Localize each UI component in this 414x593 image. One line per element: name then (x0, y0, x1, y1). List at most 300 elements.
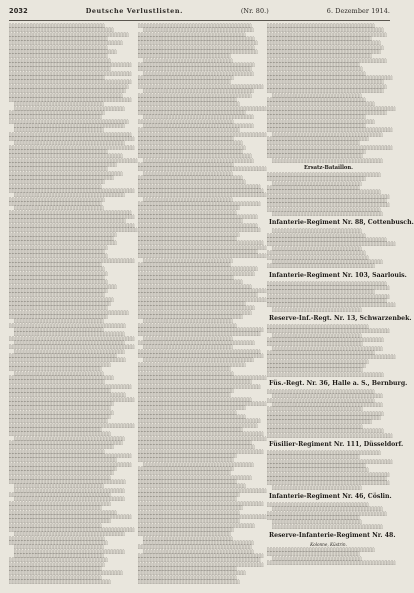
illegible-text-line: ░░░░░░░░░░░░░░░░░░░░░░░░░░░░░░ (14, 127, 104, 133)
illegible-text-line: ░░░░░░░░░░░░░░░░░░░░░░░░░░░░░░░░░░░░░ (272, 523, 383, 529)
illegible-text-line: ░░░░░░░░░░░░░░░░░░░░░░░░░░░░░░ (272, 484, 362, 490)
illegible-text-line: ░░░░░░░░░░░░░░░░░░░░░░░░░░░░░░░░░░░░░░░░░░░ (138, 296, 267, 302)
illegible-text-line: ░░░░░░░░░░░░░░░░░░░░░░░░░░░░░░░░░░░░░░░░░░░ (138, 513, 267, 519)
illegible-text-line: ░░░░░░░░░░░░░░░░░░░░░░░░░░░░░░ (272, 555, 362, 561)
illegible-text-line: ░░░░░░░░░░░░░░░░░░░░░░░░░░░░░░ (143, 170, 233, 176)
illegible-text-line: ░░░░░░░░░░░░░░░░░░░░░░░░░░░░░░░░░░░░░ (14, 435, 125, 441)
illegible-text-line: ░░░░░░░░░░░░░░░░░░░░░░░░░░░░░░░░░░░ (9, 374, 114, 380)
illegible-text-line: ░░░░░░░░░░░░░░░░░░░░░░░░░░░░░░ (14, 318, 104, 324)
illegible-text-line: ░░░░░░░░░░░░░░░░░░░░░░░░░░░░░░░░░░░░ (9, 457, 117, 463)
illegible-text-line: ░░░░░░░░░░░░░░░░░░░░░░░░░░░░░░░░░░░░░░░░ (267, 31, 387, 37)
illegible-text-line: ░░░░░░░░░░░░░░░░░░░░░░░░░░░░░░░░░ (9, 287, 108, 293)
illegible-text-line: ░░░░░░░░░░░░░░░░░░░░░░░░░░░░░░░░░░░░░░░░░ (138, 331, 261, 337)
illegible-text-line: ░░░░░░░░░░░░░░░░░░░░░░░░░░░░░░░ (267, 185, 360, 191)
illegible-text-line: ░░░░░░░░░░░░░░░░░░░░░░░░░░░░░░░░░░░ (138, 279, 243, 285)
illegible-text-line: ░░░░░░░░░░░░░░░░░░░░░░░░░░░░░░░░░░░ (9, 175, 114, 181)
illegible-text-line: ░░░░░░░░░░░░░░░░░░░░░░░░░░░░░░░░░░░░░░░░░░ (138, 327, 264, 333)
illegible-text-line: ░░░░░░░░░░░░░░░░░░░░░░░░░░░░░░░░░░░░░░░ (138, 340, 255, 346)
illegible-text-line: ░░░░░░░░░░░░░░░░░░░░░░░░░░░░░░░░░░░░░░░░░ (267, 480, 390, 486)
illegible-text-line: ░░░░░░░░░░░░░░░░░░░░░░░░░░░░░░░░░░░░░░░░░ (267, 202, 390, 208)
illegible-text-line: ░░░░░░░░░░░░░░░░░░░░░░░░░░░░░░░░░░░░░░░ (267, 428, 384, 434)
illegible-text-line: ░░░░░░░░░░░░░░░░░░░░░░░░░░░░░░░░░░░░░░░░░░ (138, 431, 264, 437)
illegible-text-line: ░░░░░░░░░░░░░░░░░░░░░░░░░░░░░░░░░ (267, 122, 366, 128)
illegible-text-line: ░░░░░░░░░░░░░░░░░░░░░░░░░░░░░░░░░░░░░░░░░░ (9, 214, 135, 220)
illegible-text-line: ░░░░░░░░░░░░░░░░░░░░░░░░░░░░░░░░ (138, 370, 234, 376)
illegible-text-line: ░░░░░░░░░░░░░░░░░░░░░░░░░░░░░░░░░░░░░░░░░░░ (138, 192, 267, 198)
illegible-text-line: ░░░░░░░░░░░░░░░░░░░░░░░░░░░░░░░░ (267, 406, 363, 412)
illegible-text-line: ░░░░░░░░░░░░░░░░░░░░░░░░░░░░░░░░░░░░░░░░░░ (9, 526, 135, 532)
illegible-text-line: ░░░░░░░░░░░░░░░░░░░░░░░░░░░░░░░░░░░░░░░░░░ (267, 432, 393, 438)
illegible-text-line: ░░░░░░░░░░░░░░░░░░░░░░░░░░░░░░░░░░░░░░░░ (9, 83, 129, 89)
illegible-text-line: ░░░░░░░░░░░░░░░░░░░░░░░░░░░░░░░░░░ (138, 127, 240, 133)
illegible-text-line: ░░░░░░░░░░░░░░░░░░░░░░░░░░░░░░░░░░░░░░░░░░░ (138, 244, 267, 250)
illegible-text-line: ░░░░░░░░░░░░░░░░░░░░░░░░░░░░░░░ (267, 62, 360, 68)
illegible-text-line: ░░░░░░░░░░░░░░░░░░░░░░░░░░░░░░░░░░░░░░░ (267, 88, 384, 94)
illegible-text-line: ░░░░░░░░░░░░░░░░░░░░░░░░░░░░░░░░░░ (138, 579, 240, 584)
illegible-text-line: ░░░░░░░░░░░░░░░░░░░░░░░░░░░░░░░░░░░░░░░░░░ (138, 240, 264, 246)
illegible-text-line: ░░░░░░░░░░░░░░░░░░░░░░░░░░░░░░░░ (138, 466, 234, 472)
illegible-text-line: ░░░░░░░░░░░░░░░░░░░░░░░░░░░░░░░░ (9, 561, 105, 567)
illegible-text-line: ░░░░░░░░░░░░░░░░░░░░░░░░░░░░░░░░░░░░ (267, 289, 375, 295)
illegible-text-line: ░░░░░░░░░░░░░░░░░░░░░░░░░░░░░░ (143, 257, 233, 263)
regiment-heading: Infanterie-Regiment Nr. 88, Cottenbusch. (269, 219, 414, 227)
column-2 (138, 23, 267, 589)
illegible-text-line: ░░░░░░░░░░░░░░░░░░░░░░░░░░░░░░░░░░░ (138, 505, 243, 511)
illegible-text-line: ░░░░░░░░░░░░░░░░░░░░░░░░░░░░░░░░░░░░░░░░░ (267, 328, 390, 334)
illegible-text-line: ░░░░░░░░░░░░░░░░░░░░░░░░░░░░░░░░░░░░░░░░ (267, 475, 387, 481)
illegible-text-line: ░░░░░░░░░░░░░░░░░░░░░░░░░░░░░░░░░░░ (138, 426, 243, 432)
illegible-text-line: ░░░░░░░░░░░░░░░░░░░░░░░░░░░░░░░░░░░░░░░░░░ (138, 552, 264, 558)
illegible-text-line: ░░░░░░░░░░░░░░░░░░░░░░░░░░░░░░░░░ (267, 250, 366, 256)
regiment-heading: Reserve-Infanterie-Regiment Nr. 48. (269, 532, 396, 539)
illegible-text-line: ░░░░░░░░░░░░░░░░░░░░░░░░░░░░░░░░░░░░░░░░░ (138, 183, 261, 189)
illegible-text-line: ░░░░░░░░░░░░░░░░░░░░░░░░░░░░░░░░░░░░░░ (138, 474, 252, 480)
illegible-text-line: ░░░░░░░░░░░░░░░░░░░░░░░░░░░░░░░░░░░░ (9, 231, 117, 237)
illegible-text-line: ░░░░░░░░░░░░░░░░░░░░░░░░░░░░░░░░░░░ (138, 218, 243, 224)
illegible-text-line: ░░░░░░░░░░░░░░░░░░░░░░░░░░░░░░░░░░ (9, 518, 111, 524)
regiment-heading: Reserve-Inf.-Regt. Nr. 13, Schwarzenbek. (269, 314, 412, 322)
illegible-text-line: ░░░░░░░░░░░░░░░░░░░░░░░░░░░░░░░░░░░░░ (14, 487, 125, 493)
illegible-text-line: ░░░░░░░░░░░░░░░░░░░░░░░░░░░░░░░░░░░░░ (14, 340, 125, 346)
illegible-text-line: ░░░░░░░░░░░░░░░░░░░░░░░░░░░░░░░░░ (9, 314, 108, 320)
illegible-text-line: ░░░░░░░░░░░░░░░░░░░░░░░░░░░░░░░░░ (138, 565, 237, 571)
illegible-text-line: ░░░░░░░░░░░░░░░░░░░░░░░░░░░░░░░░░░░░░ (272, 393, 383, 399)
illegible-text-line: ░░░░░░░░░░░░░░░░░░░░░░░░░░░░░░░░░ (138, 496, 237, 502)
illegible-text-line: ░░░░░░░░░░░░░░░░░░░░░░░░░░░░░░░░░░░░░░░░░░░ (9, 157, 138, 163)
illegible-text-line: ░░░░░░░░░░░░░░░░░░░░░░░░░░░░░░░░░ (9, 279, 108, 285)
illegible-text-line: ░░░░░░░░░░░░░░░░░░░░░░░░░░░░░░░ (138, 470, 231, 476)
illegible-text-line: ░░░░░░░░░░░░░░░░░░░░░░░░░░░░░░░░░░░░ (267, 263, 375, 269)
illegible-text-line: ░░░░░░░░░░░░░░░░░░░░░░░░░░░░░░░░ (9, 75, 105, 81)
illegible-text-line: ░░░░░░░░░░░░░░░░░░░░░░░░░░░░░░░ (138, 53, 231, 59)
illegible-text-line: ░░░░░░░░░░░░░░░░░░░░░░░░░░░░░░░░░ (138, 574, 237, 580)
illegible-text-line: ░░░░░░░░░░░░░░░░░░░░░░░░░░░░░░░░░░░░░░ (267, 49, 381, 55)
illegible-text-line: ░░░░░░░░░░░░░░░░░░░░░░░░░░░░░░░ (267, 551, 360, 557)
illegible-text-line: ░░░░░░░░░░░░░░░░░░░░░░░░░░░░░░░░░░░░░░░░░ (138, 348, 261, 354)
illegible-text-line: ░░░░░░░░░░░░░░░░░░░░░░░░░░░░░░░░░░░░░░░░ (138, 292, 258, 298)
illegible-text-line: ░░░░░░░░░░░░░░░░░░░░░░░░░░░░░░░░░░░░ (9, 162, 117, 167)
illegible-text-line: ░░░░░░░░░░░░░░░░░░░░░░░░░░░░░░░░░░░░ (267, 397, 375, 403)
illegible-text-line: ░░░░░░░░░░░░░░░░░░░░░░░░░░░░░░░ (267, 514, 360, 520)
illegible-text-line: ░░░░░░░░░░░░░░░░░░░░░░░░░░░░░░░░░░░░░░░ (9, 479, 126, 485)
illegible-text-line: ░░░░░░░░░░░░░░░░░░░░░░░░░░░░░░░░░░░░░░░░░ (9, 62, 132, 68)
illegible-text-line: ░░░░░░░░░░░░░░░░░░░░░░░░░░░░░░░░░░░░░ (143, 88, 254, 94)
illegible-text-line: ░░░░░░░░░░░░░░░░░░░░░░░░░░░░░░░░░░░░░░ (267, 206, 381, 212)
illegible-text-line: ░░░░░░░░░░░░░░░░░░░░░░░░░░░░░░░░░░░ (138, 175, 243, 181)
illegible-text-line: ░░░░░░░░░░░░░░░░░░░░░░░░░░░░░░░░░░ (9, 413, 111, 419)
illegible-text-line: ░░░░░░░░░░░░░░░░░░░░░░░░░░░░░░░░░░░░░░ (267, 415, 381, 421)
illegible-text-line: ░░░░░░░░░░░░░░░░░░░░░░░░░░░░░░░░░░░░░░ (9, 153, 123, 159)
illegible-text-line: ░░░░░░░░░░░░░░░░░░░░░░░░░░░░░░░░░░░░░░░░░ (9, 131, 132, 137)
illegible-text-line: ░░░░░░░░░░░░░░░░░░░░░░░░░░░░░░░░░░░░░░ (138, 379, 252, 385)
illegible-text-line: ░░░░░░░░░░░░░░░░░░░░░░░░░░░░░░░░░░░░░ (272, 131, 383, 137)
illegible-text-line: ░░░░░░░░░░░░░░░░░░░░░░░░░░░░░░░░ (267, 153, 363, 159)
illegible-text-line: ░░░░░░░░░░░░░░░░░░░░░░░░░░░░░░░░░ (9, 148, 108, 154)
illegible-text-line: ░░░░░░░░░░░░░░░░░░░░░░░░░░░░░░░░░░░░░░░ (9, 88, 126, 94)
illegible-text-line: ░░░░░░░░░░░░░░░░░░░░░░░░░░░░░░░░░░░░░░ (138, 309, 252, 315)
illegible-text-line: ░░░░░░░░░░░░░░░░░░░░░░░░░░░░░░░░░░░░░ (14, 105, 125, 111)
illegible-text-line: ░░░░░░░░░░░░░░░░░░░░░░░░░░░░░░░░░░░░░░░░░░░ (138, 435, 267, 441)
illegible-text-line: ░░░░░░░░░░░░░░░░░░░░░░░░░░░░░░░░░░░░░░░ (138, 270, 255, 276)
illegible-text-line: ░░░░░░░░░░░░░░░░░░░░░░░░░░░░░░░ (9, 426, 102, 432)
illegible-text-line: ░░░░░░░░░░░░░░░░░░░░░░░░░░░░░░░░░░░░░░░░ (138, 422, 258, 428)
illegible-text-line: ░░░░░░░░░░░░░░░░░░░░░░░░░░░░░░ (143, 335, 233, 341)
illegible-text-line: ░░░░░░░░░░░░░░░░░░░░░░░░░░░░░░░░░ (9, 44, 108, 50)
illegible-text-line: ░░░░░░░░░░░░░░░░░░░░░░░░░░░░░░░░░ (9, 36, 108, 42)
illegible-text-line: ░░░░░░░░░░░░░░░░░░░░░░░░░░░░░░░ (138, 392, 231, 398)
illegible-text-line: ░░░░░░░░░░░░░░░░░░░░░░░░░░░░░░░░░░░░░░░░░ (267, 284, 390, 290)
illegible-text-line: ░░░░░░░░░░░░░░░░░░░░░░░░░░░░░░░░░░░░░░░░░░ (9, 422, 135, 428)
illegible-text-line: ░░░░░░░░░░░░░░░░░░░░░░░░░░░░░░░░░░░ (9, 27, 114, 33)
illegible-text-line: ░░░░░░░░░░░░░░░░░░░░░░░░░░░░░░░░░░░░ (138, 31, 246, 37)
illegible-text-line: ░░░░░░░░░░░░░░░░░░░░░░░░░░░░░░░░░░░░ (138, 570, 246, 576)
illegible-text-line: ░░░░░░░░░░░░░░░░░░░░░░░░░░░░░░░░░░░░░ (14, 122, 125, 128)
illegible-text-line: ░░░░░░░░░░░░░░░░░░░░░░░░░░░░░░░░░░░░ (9, 283, 117, 289)
illegible-text-line: ░░░░░░░░░░░░░░░░░░░░░░░░░░░░░░░░ (9, 448, 105, 454)
illegible-text-line: ░░░░░░░░░░░░░░░░░░░░░░░░░░░░░░░░░░░░░░ (138, 92, 252, 98)
illegible-text-line: ░░░░░░░░░░░░░░░░░░░░░░░░░░░░░░░░░░░░░░ (267, 449, 381, 455)
illegible-text-line: ░░░░░░░░░░░░░░░░░░░░░░░░░░░░░░░░░░░░░░░ (267, 410, 384, 416)
illegible-text-line: ░░░░░░░░░░░░░░░░░░░░░░░░░░░░░░░░░░░░ (267, 547, 375, 552)
illegible-text-line: ░░░░░░░░░░░░░░░░░░░░░░░░░░░░░░░░░░░░░░░░░░░ (267, 302, 396, 308)
illegible-text-line: ░░░░░░░░░░░░░░░░░░░░░░░░░░░░░░░░░ (9, 557, 108, 563)
illegible-text-line: ░░░░░░░░░░░░░░░░░░░░░░░░░░░░░░░░░░░░ (138, 361, 246, 367)
illegible-text-line: ░░░░░░░░░░░░░░░░░░░░░░░░░░░░░░░░░ (138, 409, 237, 415)
illegible-text-line: ░░░░░░░░░░░░░░░░░░░░░░░░░░░░░░░░ (9, 292, 105, 298)
illegible-text-line: ░░░░░░░░░░░░░░░░░░░░░░░░░░░░░░ (14, 205, 104, 211)
illegible-text-line: ░░░░░░░░░░░░░░░░░░░░░░░░░░░░░░ (14, 101, 104, 107)
illegible-text-line: ░░░░░░░░░░░░░░░░░░░░░░░░░░░░░░░░░░░░░░░░░░ (138, 561, 264, 567)
illegible-text-line: ░░░░░░░░░░░░░░░░░░░░░░░░░░░░░░░░░░░░░░░ (138, 522, 255, 528)
illegible-text-line: ░░░░░░░░░░░░░░░░░░░░░░░░░░░░░░░░░░░ (9, 444, 114, 450)
illegible-text-line: ░░░░░░░░░░░░░░░░░░░░░░░░░░░░░░░░░░░░░░░░░ (138, 227, 261, 233)
publication-title: Deutsche Verlustlisten. (85, 7, 183, 15)
illegible-text-line: ░░░░░░░░░░░░░░░░░░░░░░░░░░░░░░░░░░░░ (138, 483, 246, 489)
illegible-text-line: ░░░░░░░░░░░░░░░░░░░░░░░░░░░░░░░░░░ (9, 500, 111, 506)
illegible-text-line: ░░░░░░░░░░░░░░░░░░░░░░░░░░░░░░░░░░░░ (267, 101, 375, 107)
illegible-text-line: ░░░░░░░░░░░░░░░░░░░░░░░░░░░░░░░░░ (267, 176, 366, 182)
illegible-text-line: ░░░░░░░░░░░░░░░░░░░░░░░░░░░░░░ (272, 180, 362, 186)
illegible-text-line: ░░░░░░░░░░░░░░░░░░░░░░░░░░░░░░░░░░░░░░░░░░ (9, 396, 135, 402)
illegible-text-line: ░░░░░░░░░░░░░░░░░░░░░░░░░░░░░░░░░░░░░░░░ (267, 83, 387, 89)
illegible-text-line: ░░░░░░░░░░░░░░░░░░░░░░░░░░░░░░░░░░ (9, 361, 111, 367)
section-heading: Ersatz-Bataillon. (304, 165, 353, 171)
illegible-text-line: ░░░░░░░░░░░░░░░░░░░░░░░░░░░░░░░░░░░░░░░░░░░ (267, 105, 396, 111)
page-header (9, 7, 390, 21)
illegible-text-line: ░░░░░░░░░░░░░░░░░░░░░░░░░░░░░░░░░░░░░░░░░░░ (138, 166, 267, 172)
illegible-text-line: ░░░░░░░░░░░░░░░░░░░░░░░░░░░░░░░░ (138, 75, 234, 81)
illegible-text-line: ░░░░░░░░░░░░░░░░░░░░░░░░░░░░░░░░░░░░ (9, 353, 117, 359)
illegible-text-line: ░░░░░░░░░░░░░░░░░░░░░░░░░░░░░░░░░░░░░░░░░░░ (138, 131, 267, 137)
illegible-text-line: ░░░░░░░░░░░░░░░░░░░░░░░░░░░░░░░░░░░░░ (272, 345, 383, 351)
regiment-heading: Infanterie-Regiment Nr. 46, Cöslin. (269, 492, 392, 500)
illegible-text-line: ░░░░░░░░░░░░░░░░░░░░░░░░░░░░░░░ (138, 366, 231, 372)
illegible-text-line: ░░░░░░░░░░░░░░░░░░░░░░░░░░░░░░░░░░░░░░░░░ (9, 383, 132, 389)
illegible-text-line: ░░░░░░░░░░░░░░░░░░░░░░░░░░░░░░░ (9, 565, 102, 571)
illegible-text-line: ░░░░░░░░░░░░░░░░░░░░░░░░░░░░░░░░░░░░ (138, 413, 246, 419)
regiment-subheading: Kolonne, Küstrin. (310, 542, 347, 547)
illegible-text-line: ░░░░░░░░░░░░░░░░░░░░░░░░░░░░░░░░░░░░░░░ (9, 218, 126, 224)
illegible-text-line: ░░░░░░░░░░░░░░░░░░░░░░░░░░░░░░░░░░░░░░░░░░ (9, 344, 135, 350)
illegible-text-line: ░░░░░░░░░░░░░░░░░░░░░░░░░░░░░░░░░░░░░░░░ (9, 309, 129, 315)
illegible-text-line: ░░░░░░░░░░░░░░░░░░░░░░░░░░░░░░░░░░░░░░ (138, 66, 252, 72)
illegible-text-line: ░░░░░░░░░░░░░░░░░░░░░░░░░░░░░░░░░░░░░░░ (267, 336, 384, 342)
illegible-text-line: ░░░░░░░░░░░░░░░░░░░░░░░░░░░░░░░░░░░░░░░░░ (9, 96, 132, 102)
illegible-text-line: ░░░░░░░░░░░░░░░░░░░░░░░░░░░░░░░░░ (9, 253, 108, 259)
illegible-text-line: ░░░░░░░░░░░░░░░░░░░░░░░░░░░░░░░░░░░░░░ (138, 283, 252, 289)
illegible-text-line: ░░░░░░░░░░░░░░░░░░░░░░░░░░░░░░░░░ (9, 305, 108, 311)
illegible-text-line: ░░░░░░░░░░░░░░░░░░░░░░░░░░░░░░░░░░░░░░░░ (267, 237, 387, 243)
illegible-text-line: ░░░░░░░░░░░░░░░░░░░░░░░░░░░░░░░ (9, 183, 102, 189)
illegible-text-line: ░░░░░░░░░░░░░░░░░░░░░░░░░░░░░░░░░░░░░░░░ (267, 198, 387, 204)
illegible-text-line: ░░░░░░░░░░░░░░░░░░░░░░░░░░░░░░░░ (267, 341, 363, 347)
illegible-text-line: ░░░░░░░░░░░░░░░░░░░░░░░░░░░░░░░░░░░░░░░░ (9, 31, 129, 37)
illegible-text-line: ░░░░░░░░░░░░░░░░░░░░░░░░░░░░░░░░░ (9, 244, 108, 250)
illegible-text-line: ░░░░░░░░░░░░░░░░░░░░░░░░░░░░░░░░░░░░░ (14, 531, 125, 537)
illegible-text-line: ░░░░░░░░░░░░░░░░░░░░░░░░░░░░░░░░░░░░░░░░░ (267, 293, 390, 299)
illegible-text-line: ░░░░░░░░░░░░░░░░░░░░░░░░░░░░░░░░░░░░ (9, 466, 117, 472)
illegible-text-line: ░░░░░░░░░░░░░░░░░░░░░░░░░░░░░░░░░░ (267, 358, 369, 364)
illegible-text-line: ░░░░░░░░░░░░░░░░░░░░░░░░░░░░░░░░░░░░░░░░ (267, 280, 387, 286)
illegible-text-line: ░░░░░░░░░░░░░░░░░░░░░░░░░░░░░░░░░░░░░░░░░░░ (138, 487, 267, 493)
illegible-text-line: ░░░░░░░░░░░░░░░░░░░░░░░░░░░░░░░░░░░░ (9, 509, 117, 515)
illegible-text-line: ░░░░░░░░░░░░░░░░░░░░░░░░░░░░░░░░░░░ (267, 36, 372, 42)
illegible-text-line: ░░░░░░░░░░░░░░░░░░░░░░░░░░░░░░░░░░░░░░░░░░░ (138, 253, 267, 259)
illegible-text-line: ░░░░░░░░░░░░░░░░░░░░░░░░░░░░░░░░ (9, 248, 105, 254)
illegible-text-line: ░░░░░░░░░░░░░░░░░░░░░░░░░░░░░░░░ (138, 162, 234, 167)
illegible-text-line: ░░░░░░░░░░░░░░░░░░░░░░░░░░░░░░░░░ (138, 235, 237, 241)
illegible-text-line: ░░░░░░░░░░░░░░░░░░░░░░░░░░░░░░░░░░░░░░░░ (138, 266, 258, 272)
illegible-text-line: ░░░░░░░░░░░░░░░░░░░░░░░░░░░░░░░░░░░░░ (272, 258, 383, 264)
illegible-text-line: ░░░░░░░░░░░░░░░░░░░░░░░░░░░░░░░░░░░ (9, 409, 114, 415)
illegible-text-line: ░░░░░░░░░░░░░░░░░░░░░░░░░░░░░░░ (9, 261, 102, 267)
regiment-heading: Füsilier-Regiment Nr. 111, Düsseldorf. (269, 440, 404, 448)
illegible-text-line: ░░░░░░░░░░░░░░░░░░░░░░░░░░░░░░ (272, 92, 362, 98)
illegible-text-line: ░░░░░░░░░░░░░░░░░░░░░░░░░░░░░░░░░ (267, 96, 366, 102)
illegible-text-line: ░░░░░░░░░░░░░░░░░░░░░░░░░░░░░░░░░░░░░░░░ (138, 222, 258, 228)
illegible-text-line: ░░░░░░░░░░░░░░░░░░░░░░░░░░░░░░░░░░░░░░░░ (138, 40, 258, 46)
illegible-text-line: ░░░░░░░░░░░░░░░░░░░░░░░░░░░░░░░░░░ (138, 509, 240, 515)
illegible-text-line: ░░░░░░░░░░░░░░░░░░░░░░░░░░░░░░░░░░░░░ (143, 122, 254, 128)
illegible-text-line: ░░░░░░░░░░░░░░░░░░░░░░░░░░░░░░ (143, 535, 233, 541)
illegible-text-line: ░░░░░░░░░░░░░░░░░░░░░░░░░░░░░░░░░░░░░░░ (267, 44, 384, 50)
illegible-text-line: ░░░░░░░░░░░░░░░░░░░░░░░░░░░░░░░░░░░░░░░░░░ (9, 222, 135, 228)
illegible-text-line: ░░░░░░░░░░░░░░░░░░░░░░░░░░░░░░ (14, 370, 104, 376)
illegible-text-line: ░░░░░░░░░░░░░░░░░░░░░░░░░░░░░░░░░░░░░░░░░░░ (267, 560, 396, 566)
illegible-text-line: ░░░░░░░░░░░░░░░░░░░░░░░░░░░░░░░ (138, 531, 231, 537)
illegible-text-line: ░░░░░░░░░░░░░░░░░░░░░░░░░░░░░░░░░░░░░ (143, 357, 254, 363)
illegible-text-line: ░░░░░░░░░░░░░░░░░░░░░░░░░░░░░░░ (9, 366, 102, 372)
illegible-text-line: ░░░░░░░░░░░░░░░░░░░░░░░░░░░░░░░░░░░░░░░░░░ (267, 75, 393, 81)
illegible-text-line: ░░░░░░░░░░░░░░░░░░░░░░░░░░░░░░░░░░░░░░░░ (267, 109, 387, 115)
illegible-text-line: ░░░░░░░░░░░░░░░░░░░░░░░░░░░░░░░░░░░ (267, 419, 372, 425)
page-number: 2032 (9, 7, 28, 15)
illegible-text-line: ░░░░░░░░░░░░░░░░░░░░░░░░░░░░░░░░░░ (9, 301, 111, 306)
illegible-text-line: ░░░░░░░░░░░░░░░░░░░░░░░░░░░░░░░░░░░ (9, 296, 114, 302)
illegible-text-line: ░░░░░░░░░░░░░░░░░░░░░░░░░░░░░░░░ (138, 457, 234, 463)
column-1 (9, 23, 138, 589)
illegible-text-line: ░░░░░░░░░░░░░░░░░░░░░░░░░░░░░░ (272, 332, 362, 338)
illegible-text-line: ░░░░░░░░░░░░░░░░░░░░░░░░░░░░░░░░░░░░░░░░░ (9, 513, 132, 519)
illegible-text-line: ░░░░░░░░░░░░░░░░░░░░░░░░░░░░░░░░░░░░░░░ (9, 322, 126, 328)
illegible-text-line: ░░░░░░░░░░░░░░░░░░░░░░░░░░░░░░ (143, 57, 233, 63)
illegible-text-line: ░░░░░░░░░░░░░░░░░░░░░░░░░░░░░░░░░░ (9, 579, 111, 584)
illegible-text-line: ░░░░░░░░░░░░░░░░░░░░░░░░░░░░░░░░░░░░░░░ (138, 62, 255, 68)
illegible-text-line: ░░░░░░░░░░░░░░░░░░░░░░░░░░░░░░░░░░░░░░░░░ (9, 79, 132, 85)
illegible-text-line: ░░░░░░░░░░░░░░░░░░░░░░░░░░░░░░░░░░░░ (267, 389, 375, 395)
illegible-text-line: ░░░░░░░░░░░░░░░░░░░░░░░░░░░░░░░░ (9, 196, 105, 202)
illegible-text-line: ░░░░░░░░░░░░░░░░░░░░░░░░░░░░░░░░░░░░░░░░░░░ (267, 354, 396, 360)
illegible-text-line: ░░░░░░░░░░░░░░░░░░░░░░░░░░░░░░░░░░░░░ (143, 157, 254, 163)
illegible-text-line: ░░░░░░░░░░░░░░░░░░░░░░░░░░░░░░░░░░░░░░░░░░░ (138, 400, 267, 406)
illegible-text-line: ░░░░░░░░░░░░░░░░░░░░░░░░░░░░░░░░░░░░░░ (138, 544, 252, 550)
illegible-text-line: ░░░░░░░░░░░░░░░░░░░░░░░░░░░░░░░░░░░░░░░ (138, 36, 255, 42)
illegible-text-line: ░░░░░░░░░░░░░░░░░░░░░░░░░░░░░░░░░░░░░░░ (138, 44, 255, 50)
illegible-text-line: ░░░░░░░░░░░░░░░░░░░░░░░░░░░░░░ (272, 245, 362, 251)
illegible-text-line: ░░░░░░░░░░░░░░░░░░░░░░░░░░░░░░░░ (267, 423, 363, 429)
illegible-text-line: ░░░░░░░░░░░░░░░░░░░░░░░░░░░░░░░░░░░░░░░░░░ (9, 144, 135, 150)
issue-date: 6. Dezember 1914. (326, 7, 390, 15)
illegible-text-line: ░░░░░░░░░░░░░░░░░░░░░░░░░░░░░░░░░░░░░░░░ (138, 248, 258, 254)
illegible-text-line: ░░░░░░░░░░░░░░░░░░░░░░░░░░░░░░░░░░░░░░░ (138, 305, 255, 311)
illegible-text-line: ░░░░░░░░░░░░░░░░░░░░░░░░░░░░░░░░░░░░░░░ (9, 392, 126, 398)
illegible-text-line: ░░░░░░░░░░░░░░░░░░░░░░░░░░░░░░░░░░░░░░░░░ (138, 383, 261, 389)
illegible-text-line: ░░░░░░░░░░░░░░░░░░░░░░░░░░░░░░░░ (9, 179, 105, 185)
illegible-text-line: ░░░░░░░░░░░░░░░░░░░░░░░░░░░░░░░░░ (9, 539, 108, 545)
illegible-text-line: ░░░░░░░░░░░░░░░░░░░░░░░░░░░░░░░░░░░░░░░ (267, 79, 384, 85)
illegible-text-line: ░░░░░░░░░░░░░░░░░░░░░░░░░░░░░░░░░░ (138, 101, 240, 107)
illegible-text-line: ░░░░░░░░░░░░░░░░░░░░░░░░░░░░░░░░░░░░░░░░░░ (138, 500, 264, 506)
illegible-text-line: ░░░░░░░░░░░░░░░░░░░░░░░░░░░░░░░░░░░░ (9, 240, 117, 246)
illegible-text-line: ░░░░░░░░░░░░░░░░░░░░░░░░░░░░░░░░ (138, 274, 234, 280)
illegible-text-line: ░░░░░░░░░░░░░░░░░░░░░░░░░░░░░░ (143, 318, 233, 324)
illegible-text-line: ░░░░░░░░░░░░░░░░░░░░░░░░░░░░░░ (14, 552, 104, 558)
illegible-text-line: ░░░░░░░░░░░░░░░░░░░░░░░░░░░░░░░░░░░░░░ (138, 396, 252, 402)
illegible-text-line: ░░░░░░░░░░░░░░░░░░░░░░░░░░░░░░░░░░░░░░░░░░ (267, 144, 393, 150)
illegible-text-line: ░░░░░░░░░░░░░░░░░░░░░░░░░░░░░░░ (9, 522, 102, 528)
illegible-text-line: ░░░░░░░░░░░░░░░░░░░░░░░░░░░░░░░░░░░░░░░░░░ (138, 448, 264, 454)
illegible-text-line: ░░░░░░░░░░░░░░░░░░░░░░░░░░░░░░░░ (267, 66, 363, 72)
illegible-text-line: ░░░░░░░░░░░░░░░░░░░░░░░░░░░░░░░░░░░░░░░░░░ (138, 188, 264, 194)
illegible-text-line: ░░░░░░░░░░░░░░░░░░░░░░░░░░░░░░░░░░░░░░░░░░░ (267, 241, 396, 247)
illegible-text-line: ░░░░░░░░░░░░░░░░░░░░░░░░░░░░░░░░ (9, 23, 105, 28)
illegible-text-line: ░░░░░░░░░░░░░░░░░░░░░░░░░░░░░░░ (9, 505, 102, 511)
illegible-text-line: ░░░░░░░░░░░░░░░░░░░░░░░░░░░░░░░░░░░░░ (143, 539, 254, 545)
illegible-text-line: ░░░░░░░░░░░░░░░░░░░░░░░░░░░░░░░░░░░░░░░░░░ (9, 257, 135, 263)
illegible-text-line: ░░░░░░░░░░░░░░░░░░░░░░░░░░░░░░░░░ (267, 363, 366, 369)
illegible-text-line: ░░░░░░░░░░░░░░░░░░░░░░░░░░░░░░░░░░░░░ (272, 211, 383, 217)
illegible-text-line: ░░░░░░░░░░░░░░░░░░░░░░░░░░░░░░░░░░░░░░░░░░ (138, 353, 264, 359)
illegible-text-line: ░░░░░░░░░░░░░░░░░░░░░░░░░░░░░░░░░░░░░ (14, 548, 125, 554)
illegible-text-line: ░░░░░░░░░░░░░░░░░░░░░░░░░░░░░░░░░░ (138, 205, 240, 211)
illegible-text-line: ░░░░░░░░░░░░░░░░░░░░░░░░░░░░░░░░░ (138, 479, 237, 485)
illegible-text-line: ░░░░░░░░░░░░░░░░░░░░░░░░░░░░░░░░░░░░ (138, 144, 246, 150)
illegible-text-line: ░░░░░░░░░░░░░░░░░░░░░░░░░░░░░░░░░ (267, 70, 366, 76)
illegible-text-line: ░░░░░░░░░░░░░░░░░░░░░░░░░░░░░░░░░░░░░░ (9, 92, 123, 98)
illegible-text-line: ░░░░░░░░░░░░░░░░░░░░░░░░░░░░░░░░░░░░░░░░░ (138, 557, 261, 563)
illegible-text-line: ░░░░░░░░░░░░░░░░░░░░░░░░░░░░░░░░░░░░░ (14, 192, 125, 198)
illegible-text-line: ░░░░░░░░░░░░░░░░░░░░░░░░░░░░░░░░░ (138, 96, 237, 102)
illegible-text-line: ░░░░░░░░░░░░░░░░░░░░░░░░░░░░░░░░░░░ (9, 235, 114, 241)
illegible-text-line: ░░░░░░░░░░░░░░░░░░░░░░░░░░░░░░░░░░ (267, 135, 369, 141)
illegible-text-line: ░░░░░░░░░░░░░░░░░░░░░░░░░░░░░░░░░░░░░ (14, 331, 125, 337)
illegible-text-line: ░░░░░░░░░░░░░░░░░░░░░░░░░░░░░░░░░░░░ (138, 301, 246, 306)
illegible-text-line: ░░░░░░░░░░░░░░░░░░░░░░░░░░░░░░░░░░░░░░░░░░ (9, 335, 135, 341)
illegible-text-line: ░░░░░░░░░░░░░░░░░░░░░░░░░░░░░░░░░░░ (138, 140, 243, 146)
illegible-text-line: ░░░░░░░░░░░░░░░░░░░░░░░░░░░░░░░░░░░░░░ (138, 23, 252, 28)
illegible-text-line: ░░░░░░░░░░░░░░░░░░░░░░░░░░░░░░░░░░░░░░░░░ (267, 471, 390, 477)
illegible-text-line: ░░░░░░░░░░░░░░░░░░░░░░░░░░░░░░░░ (138, 118, 234, 124)
illegible-text-line: ░░░░░░░░░░░░░░░░░░░░░░░░░░░░░░ (14, 544, 104, 550)
illegible-text-line: ░░░░░░░░░░░░░░░░░░░░░░░░░░░░░░ (272, 228, 362, 234)
illegible-text-line: ░░░░░░░░░░░░░░░░░░░░░░░░░░░░░░░░ (9, 266, 105, 272)
illegible-text-line: ░░░░░░░░░░░░░░░░░░░░░░░░░░░░░░░░░░░░░░░ (138, 444, 255, 450)
illegible-text-line: ░░░░░░░░░░░░░░░░░░░░░░░░░░░░░░ (272, 519, 362, 525)
illegible-text-line: ░░░░░░░░░░░░░░░░░░░░░░░░░░░░░░░░░░░░░░░░░ (138, 418, 261, 424)
illegible-text-line: ░░░░░░░░░░░░░░░░░░░░░░░░░░░░░░░░░░░░░░ (9, 440, 123, 445)
illegible-text-line: ░░░░░░░░░░░░░░░░░░░░░░░░░░░░░░░░░░░░ (267, 118, 375, 124)
illegible-text-line: ░░░░░░░░░░░░░░░░░░░░░░░░░░░░░░░░░░░░░░░░░ (9, 461, 132, 467)
illegible-text-line: ░░░░░░░░░░░░░░░░░░░░░░░░░░░░░░░░░░░░░ (143, 70, 254, 76)
illegible-text-line: ░░░░░░░░░░░░░░░░░░░░░░░░░░░░░░░░░░░░░░ (267, 172, 381, 177)
illegible-text-line: ░░░░░░░░░░░░░░░░░░░░░░░░░░░░░░░░░ (138, 453, 237, 459)
illegible-text-line: ░░░░░░░░░░░░░░░░░░░░░░░░░░░░░░░ (267, 454, 360, 460)
illegible-text-line: ░░░░░░░░░░░░░░░░░░░░░░░░░░░░░░░░░░░ (267, 53, 372, 59)
illegible-text-line: ░░░░░░░░░░░░░░░░░░░░░░░░░░░░░░░░░░ (9, 57, 111, 63)
illegible-text-line: ░░░░░░░░░░░░░░░░░░░░░░░░░░░░░░░░░░░░░ (14, 140, 125, 146)
illegible-text-line: ░░░░░░░░░░░░░░░░░░░░░░░░░░░░░░░░░░ (138, 231, 240, 237)
illegible-text-line: ░░░░░░░░░░░░░░░░░░░░░░░░░░░░░░░░░░░░░░░░ (267, 510, 387, 516)
illegible-text-line: ░░░░░░░░░░░░░░░░░░░░░░░░░░░░░░░░░░░░░░░░░ (267, 193, 390, 199)
illegible-text-line: ░░░░░░░░░░░░░░░░░░░░░░░░░░░░░░░░░░░░░░░░░ (138, 201, 261, 207)
illegible-text-line: ░░░░░░░░░░░░░░░░░░░░░░░░░░░░░░░░░ (9, 270, 108, 276)
illegible-text-line: ░░░░░░░░░░░░░░░░░░░░░░░░░░░░░░░░░░░░░░ (9, 570, 123, 576)
illegible-text-line: ░░░░░░░░░░░░░░░░░░░░░░░░░░░░░░░░░░░░░░░ (267, 27, 384, 33)
illegible-text-line: ░░░░░░░░░░░░░░░░░░░░░░░░░░░░░░ (14, 327, 104, 333)
illegible-text-line: ░░░░░░░░░░░░░░░░░░░░░░░░░░░░░░░░░░░░░ (272, 157, 383, 163)
illegible-text-line: ░░░░░░░░░░░░░░░░░░░░░░░░░░░░░░░░░░░░ (267, 23, 375, 28)
illegible-text-line: ░░░░░░░░░░░░░░░░░░░░░░░░░░░░░░░░░░░░░░░░░░ (267, 458, 393, 464)
illegible-text-line: ░░░░░░░░░░░░░░░░░░░░░░░░░░░░░░░░░░░░░ (143, 114, 254, 120)
illegible-text-line: ░░░░░░░░░░░░░░░░░░░░░░░░░░░░░░░░░░░░░░ (138, 153, 252, 159)
illegible-text-line: ░░░░░░░░░░░░░░░░░░░░░░░░░░░░░░░░░░░░░░░░ (138, 49, 258, 55)
text-columns (9, 23, 414, 589)
illegible-text-line: ░░░░░░░░░░░░░░░░░░░░░░░░░░░░░░░░░░░░░░░░░░░ (138, 287, 267, 293)
issue-number: (Nr. 80.) (240, 7, 269, 15)
illegible-text-line: ░░░░░░░░░░░░░░░░░░░░░░░░░░░░░░░░░ (267, 114, 366, 120)
illegible-text-line: ░░░░░░░░░░░░░░░░░░░░░░░░░░░░░░░░░░░░░░ (138, 440, 252, 445)
illegible-text-line: ░░░░░░░░░░░░░░░░░░░░░░░░░░░░░░░░░░░░ (138, 405, 246, 411)
